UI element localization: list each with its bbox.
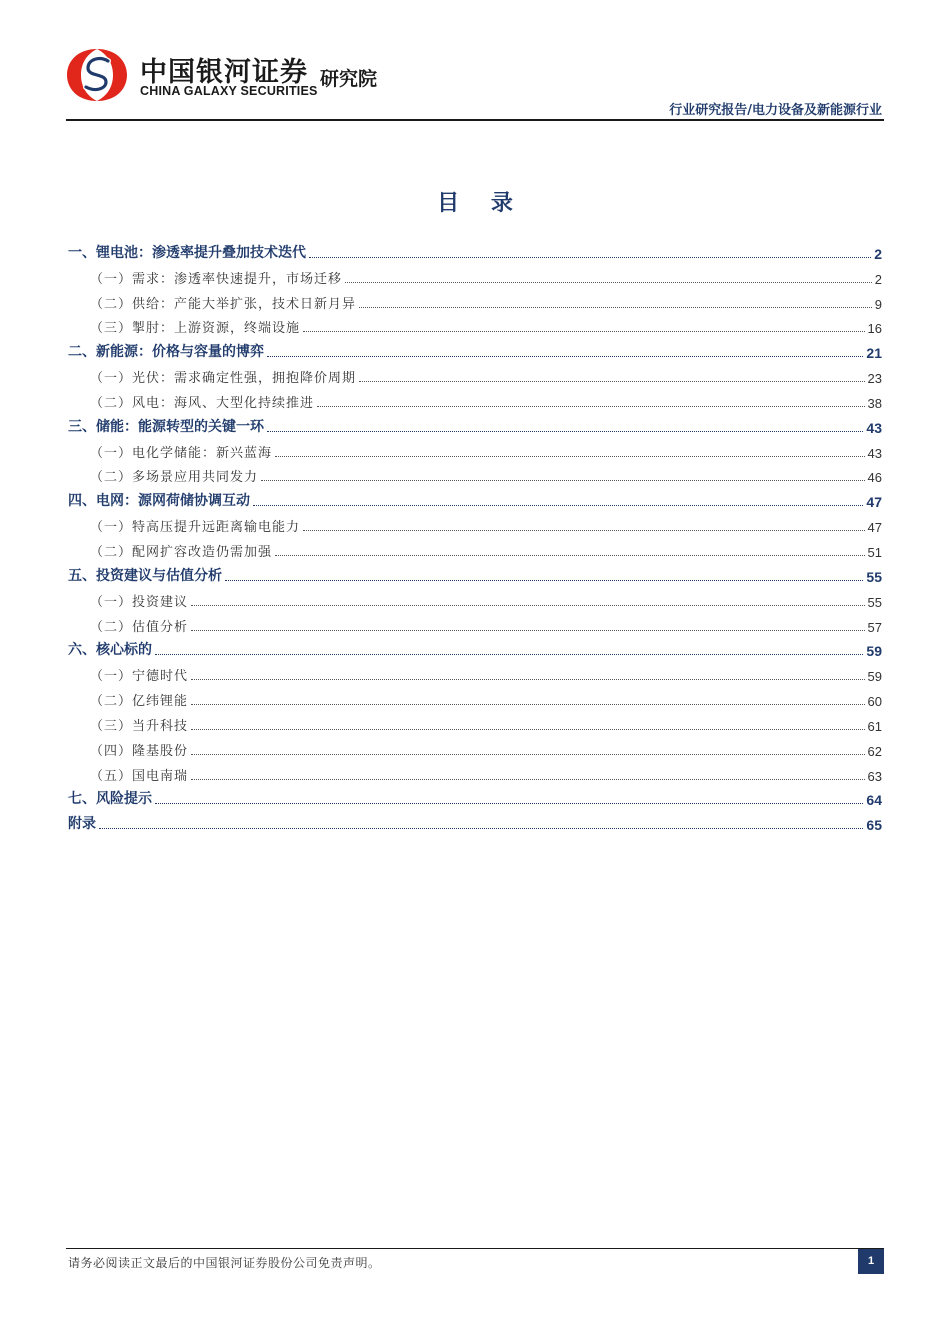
toc-entry-label: （一）电化学储能：新兴蓝海 xyxy=(90,445,273,461)
toc-entry-page: 62 xyxy=(867,743,882,759)
toc-entry-label: 二、新能源：价格与容量的博弈 xyxy=(68,344,264,361)
toc-entry[interactable] xyxy=(68,737,882,762)
brand-name-en: CHINA GALAXY SECURITIES xyxy=(140,84,318,98)
toc-dot-leader xyxy=(191,779,865,780)
toc-dot-leader xyxy=(155,803,863,804)
table-of-contents xyxy=(68,240,882,836)
toc-entry-page: 64 xyxy=(866,792,882,809)
toc-entry-label: （一）投资建议 xyxy=(90,594,189,610)
toc-dot-leader xyxy=(317,406,865,407)
toc-dot-leader xyxy=(191,605,865,606)
toc-entry-label: （三）当升科技 xyxy=(90,718,189,734)
toc-entry-page: 65 xyxy=(866,817,882,834)
toc-entry-label: 三、储能：能源转型的关键一环 xyxy=(68,418,264,435)
toc-entry-label: （三）掣肘：上游资源，终端设施 xyxy=(90,321,301,337)
toc-entry[interactable] xyxy=(68,811,882,836)
toc-entry[interactable] xyxy=(68,414,882,439)
toc-dot-leader xyxy=(191,729,865,730)
toc-entry-label: （二）风电：海风、大型化持续推进 xyxy=(90,395,315,411)
toc-entry-page: 59 xyxy=(867,669,882,685)
toc-entry-page: 59 xyxy=(866,643,882,660)
toc-dot-leader xyxy=(191,754,865,755)
toc-dot-leader xyxy=(309,257,871,258)
toc-entry[interactable] xyxy=(68,712,882,737)
toc-entry-label: （二）亿纬锂能 xyxy=(90,694,189,710)
toc-entry[interactable] xyxy=(68,339,882,364)
toc-entry-page: 38 xyxy=(867,395,882,411)
toc-dot-leader xyxy=(191,704,865,705)
toc-entry[interactable] xyxy=(68,513,882,538)
toc-entry-label: （二）多场景应用共同发力 xyxy=(90,470,259,486)
toc-entry[interactable] xyxy=(68,613,882,638)
toc-entry-page: 47 xyxy=(867,520,882,536)
toc-dot-leader xyxy=(275,555,865,556)
toc-entry[interactable] xyxy=(68,389,882,414)
toc-entry[interactable] xyxy=(68,364,882,389)
toc-entry-page: 46 xyxy=(867,470,882,486)
footer-disclaimer: 请务必阅读正文最后的中国银河证券股份公司免责声明。 xyxy=(68,1256,381,1270)
toc-entry-label: （二）估值分析 xyxy=(90,619,189,635)
toc-dot-leader xyxy=(303,530,865,531)
toc-entry[interactable] xyxy=(68,265,882,290)
toc-entry[interactable] xyxy=(68,787,882,812)
toc-entry-page: 2 xyxy=(874,271,882,287)
toc-dot-leader xyxy=(275,456,865,457)
toc-entry[interactable] xyxy=(68,687,882,712)
toc-dot-leader xyxy=(359,381,865,382)
page-header xyxy=(0,0,950,125)
toc-entry[interactable] xyxy=(68,290,882,315)
toc-entry[interactable] xyxy=(68,488,882,513)
toc-dot-leader xyxy=(345,282,872,283)
page-number-badge: 1 xyxy=(858,1249,884,1274)
toc-entry[interactable] xyxy=(68,439,882,464)
toc-entry[interactable] xyxy=(68,638,882,663)
toc-entry-label: 七、风险提示 xyxy=(68,791,152,808)
toc-dot-leader xyxy=(155,654,863,655)
toc-entry[interactable] xyxy=(68,315,882,340)
toc-entry-page: 57 xyxy=(867,619,882,635)
report-type: 行业研究报告/电力设备及新能源行业 xyxy=(669,103,882,118)
toc-entry-page: 51 xyxy=(867,544,882,560)
toc-title: 目 录 xyxy=(437,190,525,216)
toc-entry-label: 六、核心标的 xyxy=(68,642,152,659)
toc-entry-label: 四、电网：源网荷储协调互动 xyxy=(68,493,250,510)
toc-entry[interactable] xyxy=(68,240,882,265)
toc-entry[interactable] xyxy=(68,464,882,489)
toc-entry[interactable] xyxy=(68,588,882,613)
toc-entry-page: 21 xyxy=(866,345,882,362)
toc-entry-page: 61 xyxy=(867,718,882,734)
toc-dot-leader xyxy=(191,679,865,680)
toc-entry-page: 2 xyxy=(874,245,882,262)
toc-entry-label: （二）配网扩容改造仍需加强 xyxy=(90,544,273,560)
toc-entry[interactable] xyxy=(68,563,882,588)
toc-entry-label: 一、锂电池：渗透率提升叠加技术迭代 xyxy=(68,244,306,261)
toc-entry[interactable] xyxy=(68,538,882,563)
toc-entry-page: 60 xyxy=(867,694,882,710)
toc-entry-page: 63 xyxy=(867,768,882,784)
toc-entry[interactable] xyxy=(68,762,882,787)
toc-entry-page: 43 xyxy=(867,445,882,461)
header-divider xyxy=(66,119,884,121)
brand-name-cn: 中国银河证券 xyxy=(140,57,308,88)
toc-dot-leader xyxy=(267,356,863,357)
toc-entry-label: 附录 xyxy=(68,816,96,833)
toc-dot-leader xyxy=(191,630,865,631)
toc-dot-leader xyxy=(225,580,863,581)
toc-entry-label: （一）光伏：需求确定性强，拥抱降价周期 xyxy=(90,371,357,387)
toc-entry-label: （五）国电南瑞 xyxy=(90,768,189,784)
toc-dot-leader xyxy=(261,480,865,481)
footer-divider xyxy=(66,1248,884,1249)
toc-dot-leader xyxy=(267,431,863,432)
toc-entry-label: （二）供给：产能大举扩张，技术日新月异 xyxy=(90,296,357,312)
toc-entry-page: 47 xyxy=(866,494,882,511)
toc-dot-leader xyxy=(99,828,863,829)
toc-entry-page: 9 xyxy=(874,296,882,312)
toc-entry-page: 43 xyxy=(866,419,882,436)
china-galaxy-logo-icon xyxy=(64,46,130,104)
toc-entry-page: 16 xyxy=(867,321,882,337)
toc-entry-label: （一）需求：渗透率快速提升，市场迁移 xyxy=(90,271,343,287)
toc-entry-label: （一）特高压提升远距离输电能力 xyxy=(90,520,301,536)
toc-entry-label: 五、投资建议与估值分析 xyxy=(68,567,222,584)
toc-entry-label: （一）宁德时代 xyxy=(90,669,189,685)
toc-entry-page: 55 xyxy=(867,594,882,610)
toc-dot-leader xyxy=(359,307,872,308)
toc-entry-page: 55 xyxy=(866,568,882,585)
institute-label: 研究院 xyxy=(320,68,378,90)
toc-dot-leader xyxy=(303,331,865,332)
toc-entry-page: 23 xyxy=(867,371,882,387)
toc-entry[interactable] xyxy=(68,662,882,687)
toc-dot-leader xyxy=(253,505,863,506)
toc-entry-label: （四）隆基股份 xyxy=(90,743,189,759)
